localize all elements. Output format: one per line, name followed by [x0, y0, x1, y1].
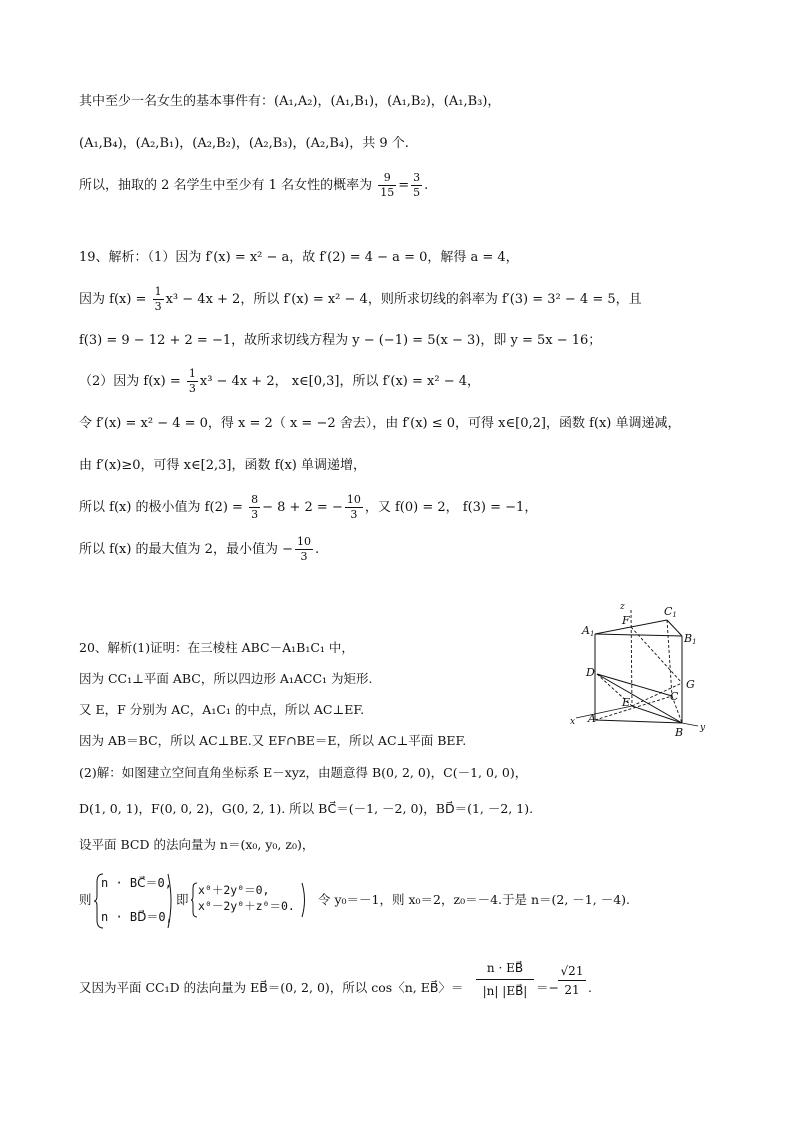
label-g: G — [686, 678, 695, 691]
fraction — [249, 493, 260, 522]
equals-sign: = — [398, 178, 410, 193]
system1-eq1: n · BC⃗＝0, — [101, 876, 172, 890]
q19-line-5: 令 f′(x) = x² − 4 = 0，得 x = 2（ x = −2 舍去），由 f′(x) ≤ 0，可得 x∈[0,2]，函数 f(x) 单调递减， — [79, 416, 681, 431]
fraction — [295, 535, 313, 564]
label-d: D — [586, 666, 595, 679]
q19-line-6: 由 f′(x)≥0，可得 x∈[2,3]，函数 f(x) 单调递增， — [79, 458, 366, 473]
edge-c1c — [667, 620, 672, 696]
prism-figure — [562, 596, 712, 744]
q18-line-1 — [79, 92, 500, 112]
right-paren-small-icon — [300, 882, 308, 918]
cos-end: . — [588, 980, 592, 995]
system2-eq1: x⁰＋2y⁰＝0, — [198, 883, 270, 897]
q20-line-8-prefix: 则 — [79, 892, 92, 907]
left-brace-small-icon — [190, 882, 198, 918]
right-paren-icon — [166, 872, 176, 930]
q20-line-9-prefix: 又因为平面 CC₁D 的法向量为 EB⃗＝(0, 2, 0)，所以 cos〈n, EB⃗〉＝ — [79, 980, 464, 995]
label-f: F — [622, 614, 630, 627]
q20-line-1: 20、解析(1)证明：在三棱柱 ABC－A₁B₁C₁ 中， — [79, 640, 354, 655]
label-x: x — [570, 717, 576, 727]
q19-line-7 — [79, 492, 537, 524]
frac-numerator: 10 — [296, 535, 311, 548]
text: x³ − 4x + 2， x∈[0,3]，所以 f′(x) = x² − 4， — [199, 374, 480, 389]
system2-eq2: x⁰－2y⁰＋z⁰＝0. — [198, 899, 295, 913]
frac-numerator: 8 — [251, 493, 259, 506]
q19-line-4 — [79, 366, 480, 398]
period: . — [424, 178, 429, 193]
frac-denominator: 3 — [154, 300, 162, 313]
cos-denominator: |n| |EB⃗| — [482, 984, 528, 998]
fraction — [345, 493, 363, 522]
system1-eq2: n · BD⃗＝0, — [101, 910, 173, 924]
frac-numerator: 1 — [154, 285, 162, 298]
q19-line-2 — [79, 284, 642, 316]
frac-numerator: 3 — [413, 171, 421, 184]
q19-line-3: f(3) = 9 − 12 + 2 = −1，故所求切线方程为 y − (−1) = 5(x − 3)，即 y = 5x − 16； — [79, 333, 602, 348]
q20-line-5: (2)解：如图建立空间直角坐标系 E－xyz，由题意得 B(0, 2, 0)，C(－1, 0, 0)， — [79, 765, 528, 780]
label-z: z — [620, 602, 625, 612]
frac-numerator: 9 — [378, 171, 396, 186]
frac-denominator: 3 — [251, 508, 259, 521]
cos-numerator: n · EB⃗ — [476, 957, 534, 980]
label-e: E — [622, 696, 631, 709]
q18-fraction-2 — [411, 171, 422, 200]
q18-line1-math: (A₁,A₂)，(A₁,B₁)，(A₁,B₂)，(A₁,B₃)， — [274, 94, 501, 109]
edge-ab — [595, 720, 682, 723]
frac-numerator: 10 — [346, 493, 361, 506]
cos-fraction — [476, 957, 534, 1002]
cos-result-fraction — [558, 962, 586, 999]
frac-denominator: 3 — [188, 382, 196, 395]
q18-line3-text: 所以，抽取的 2 名学生中至少有 1 名女性的概率为 — [79, 178, 373, 193]
text: ，又 f(0) = 2， f(3) = −1， — [364, 500, 538, 515]
q20-line-8-mid: 即 — [176, 892, 189, 907]
fraction — [153, 285, 164, 314]
q18-fraction-1 — [378, 171, 396, 200]
q18-line-2 — [79, 134, 409, 154]
text: − 8 + 2 = − — [262, 500, 343, 515]
q20-line-8-post: 令 y₀＝－1，则 x₀＝2，z₀＝－4.于是 n＝(2, －1, －4). — [318, 892, 631, 907]
frac-denominator: 3 — [300, 550, 308, 563]
text: 因为 f(x) = — [79, 292, 147, 307]
q18-line2-suffix: ，共 9 个. — [349, 136, 409, 151]
q18-line1-text: 其中至少一名女生的基本事件有： — [79, 94, 275, 109]
text: 所以 f(x) 的最大值为 2，最小值为 − — [79, 542, 293, 557]
q19-line-1: 19、解析：（1）因为 f′(x) = x² − a，故 f′(2) = 4 − a = 0，解得 a = 4， — [79, 250, 519, 265]
label-c1: C1 — [664, 605, 677, 619]
cos-equals: ＝− — [536, 980, 559, 995]
q19-line-8 — [79, 534, 319, 566]
q18-line2-math: (A₁,B₄)，(A₂,B₁)，(A₂,B₂)，(A₂,B₃)，(A₂,B₄) — [79, 136, 350, 151]
frac-denominator: 3 — [350, 508, 358, 521]
frac-denominator: 5 — [413, 186, 421, 199]
q18-line-3 — [79, 170, 428, 202]
frac-numerator: 1 — [188, 367, 196, 380]
text: 所以 f(x) 的极小值为 f(2) = — [79, 500, 243, 515]
text: x³ − 4x + 2，所以 f′(x) = x² − 4，则所求切线的斜率为 f′(3) = 3² − 4 = 5，且 — [165, 292, 642, 307]
z-axis — [631, 610, 632, 706]
text: . — [314, 542, 320, 557]
result-numerator: √21 — [558, 962, 586, 981]
fraction — [187, 367, 198, 396]
result-denominator: 21 — [564, 983, 580, 997]
q20-line-7: 设平面 BCD 的法向量为 n＝(x₀, y₀, z₀)， — [79, 837, 315, 852]
text: （2）因为 f(x) = — [79, 374, 181, 389]
label-a1: A1 — [582, 624, 595, 638]
label-c: C — [670, 690, 679, 703]
q20-line-6: D(1, 0, 1)，F(0, 0, 2)，G(0, 2, 1). 所以 BC⃗＝(－1, －2, 0)，BD⃗＝(1, －2, 1). — [79, 801, 534, 816]
label-a: A — [588, 712, 596, 725]
label-b: B — [675, 726, 684, 739]
label-b1: B1 — [684, 632, 697, 646]
q20-line-4: 因为 AB＝BC，所以 AC⊥BE.又 EF∩BE＝E，所以 AC⊥平面 BEF. — [79, 733, 467, 748]
label-y: y — [700, 723, 706, 733]
edge-ac — [595, 696, 672, 720]
edge-c1b1 — [667, 620, 682, 636]
frac-denominator: 15 — [380, 186, 395, 199]
q20-line-2: 因为 CC₁⊥平面 ABC，所以四边形 A₁ACC₁ 为矩形. — [79, 671, 373, 686]
y-axis — [682, 723, 698, 726]
q20-line-3: 又 E，F 分别为 AC，A₁C₁ 的中点，所以 AC⊥EF. — [79, 702, 365, 717]
